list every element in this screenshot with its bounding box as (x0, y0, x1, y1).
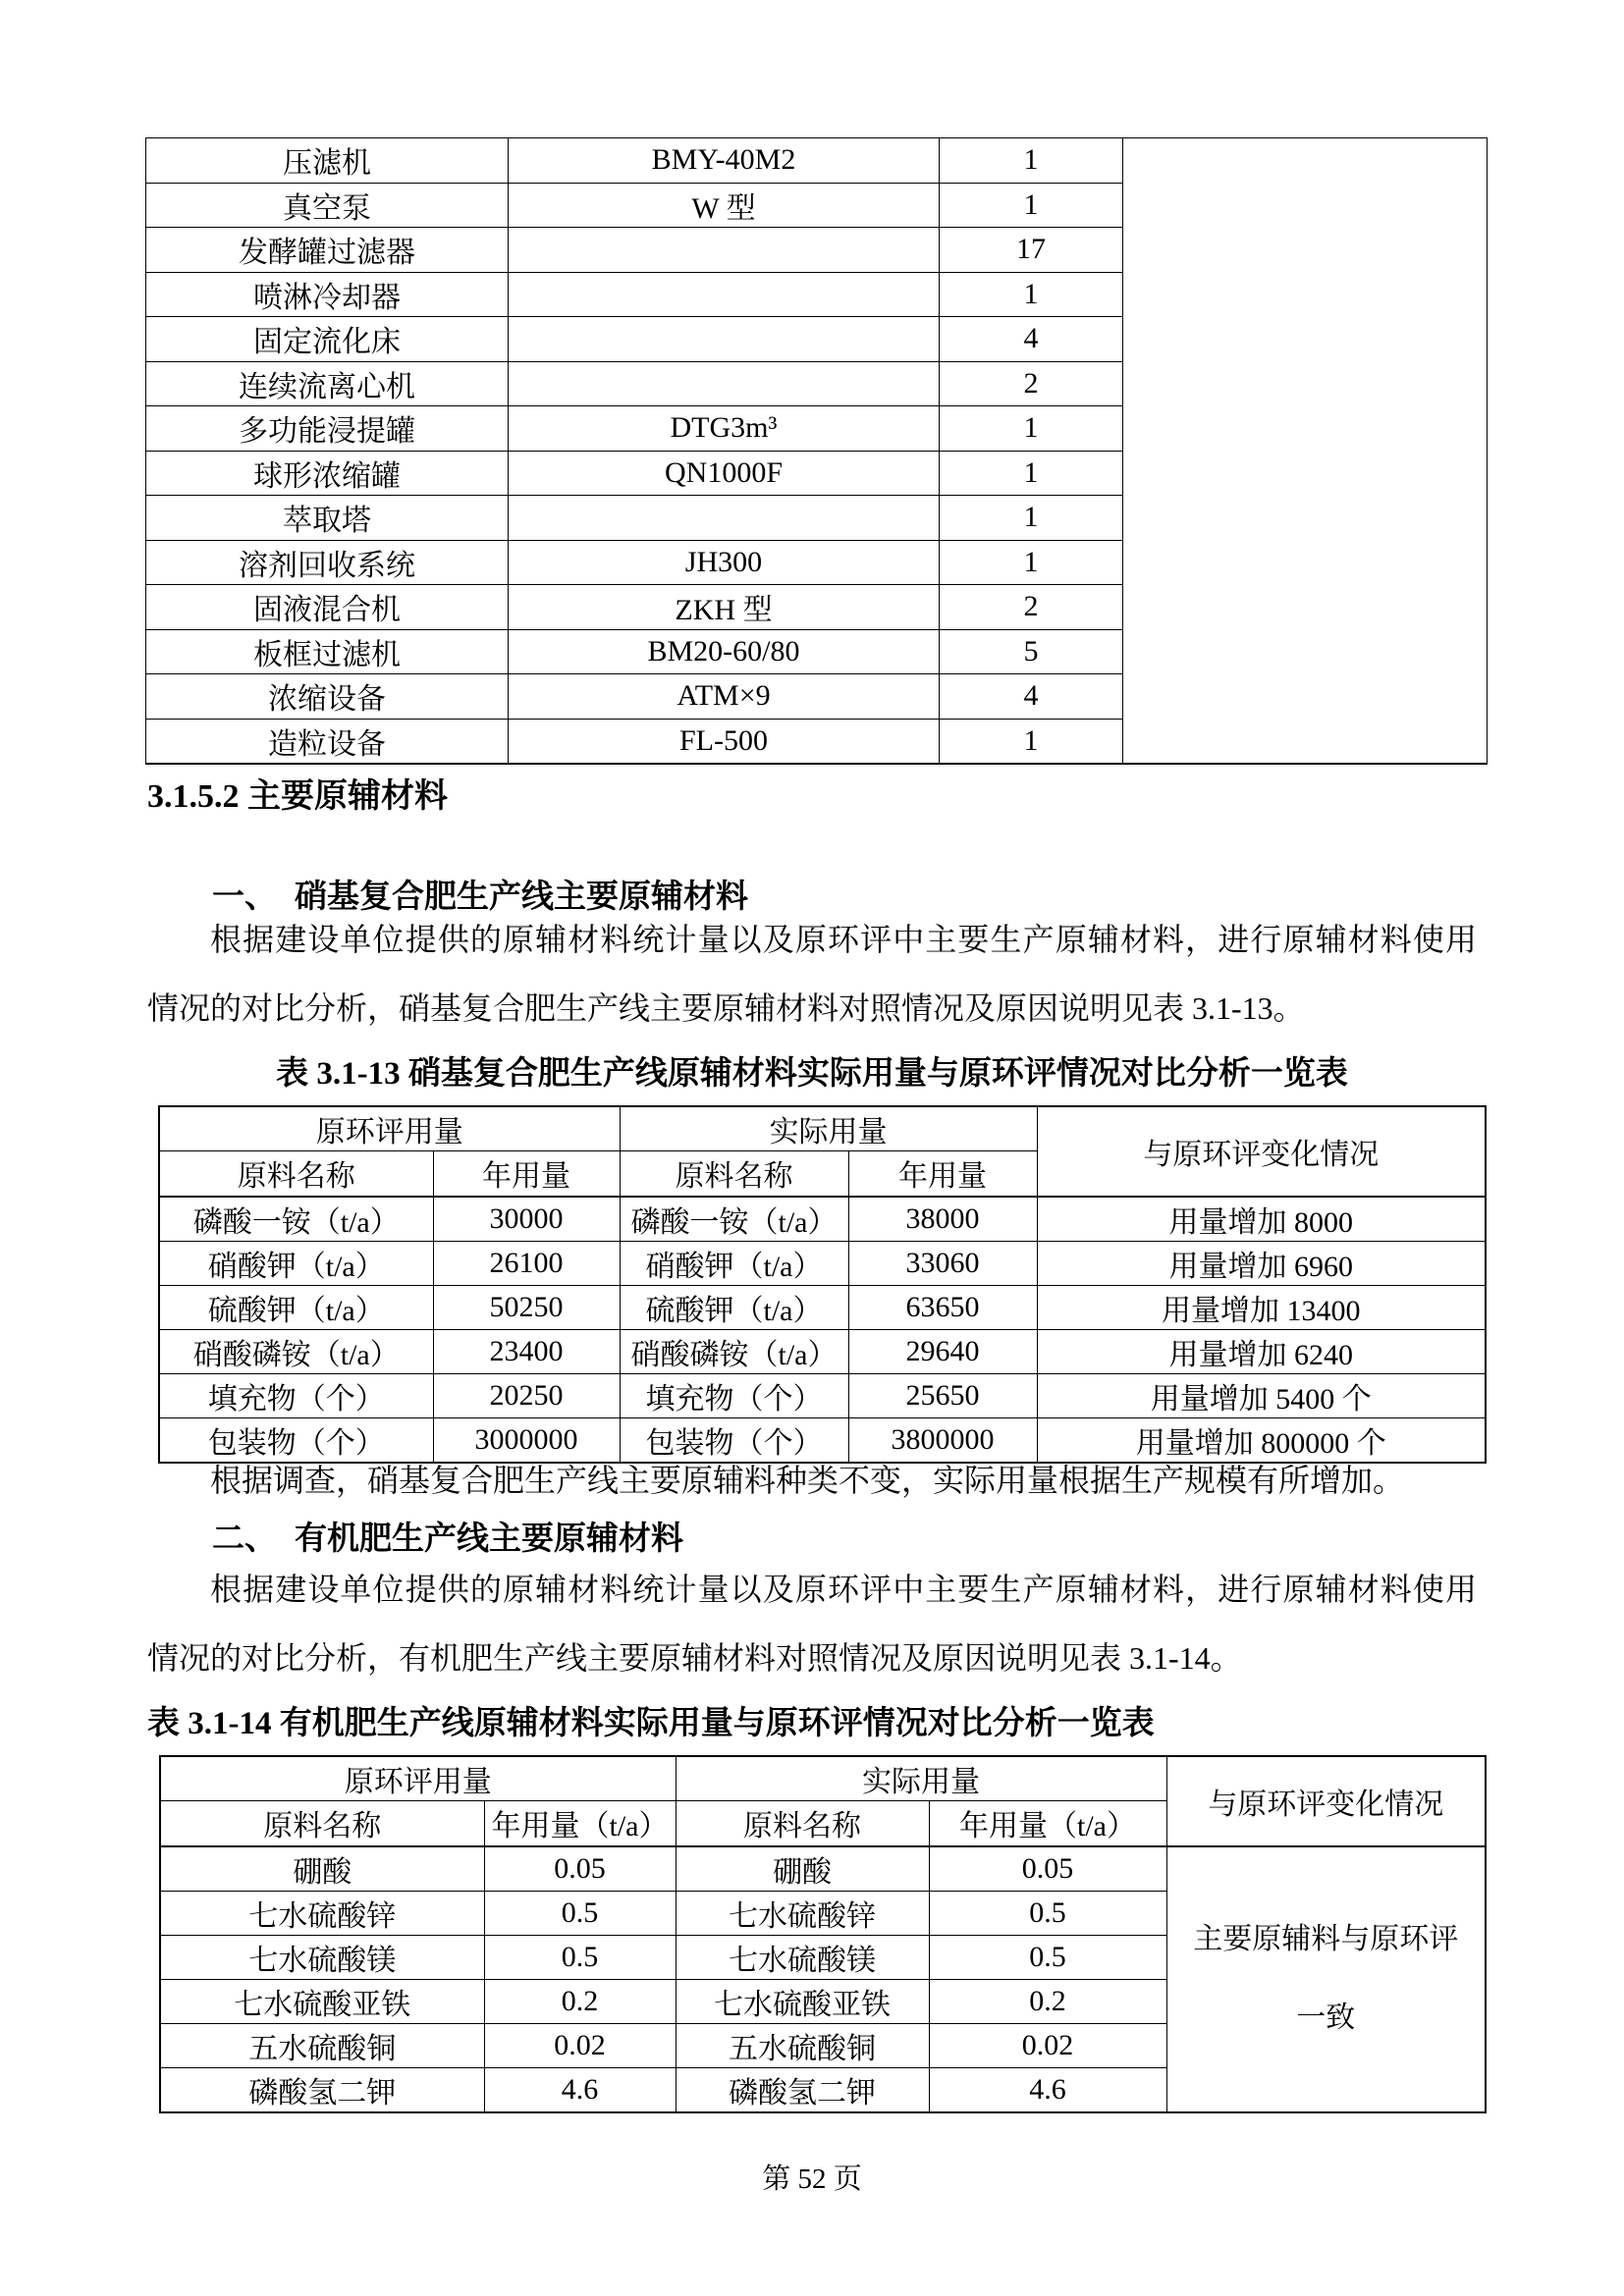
material-name: 硝酸磷铵（t/a） (159, 1329, 433, 1373)
material-name: 七水硫酸锌 (160, 1891, 484, 1935)
equipment-name: 固定流化床 (146, 317, 509, 362)
table-row (159, 1241, 1486, 1285)
table-row (159, 1197, 1486, 1242)
equipment-name: 板框过滤机 (146, 629, 509, 674)
annual-usage: 23400 (433, 1329, 620, 1373)
equipment-model: QN1000F (509, 451, 940, 496)
equipment-qty: 1 (940, 496, 1123, 541)
header-env-usage: 原环评用量 (160, 1756, 676, 1801)
annual-usage: 3000000 (433, 1417, 620, 1463)
header-annual-usage: 年用量 (433, 1151, 620, 1197)
material-name: 硝酸钾（t/a） (620, 1241, 848, 1285)
equipment-name: 浓缩设备 (146, 674, 509, 720)
equipment-name: 喷淋冷却器 (146, 272, 509, 317)
change-desc: 用量增加 5400 个 (1037, 1373, 1486, 1417)
annual-usage: 20250 (433, 1373, 620, 1417)
annual-usage: 4.6 (929, 2067, 1166, 2112)
equipment-model: BM20-60/80 (509, 629, 940, 674)
equipment-model (509, 228, 940, 273)
change-desc: 用量增加 6240 (1037, 1329, 1486, 1373)
change-desc-merged: 主要原辅料与原环评一致 (1166, 1846, 1486, 2112)
subsection-title: 硝基复合肥生产线主要原辅材料 (295, 880, 748, 915)
annual-usage: 50250 (433, 1285, 620, 1329)
equipment-qty: 1 (940, 540, 1123, 585)
header-row-groups (160, 1756, 1486, 1801)
header-row-groups (159, 1106, 1486, 1151)
equipment-model (509, 496, 940, 541)
paragraph-line: 情况的对比分析，硝基复合肥生产线主要原辅材料对照情况及原因说明见表 3.1-13。 (147, 990, 1305, 1026)
paragraph-note: 根据调查，硝基复合肥生产线主要原辅料种类不变，实际用量根据生产规模有所增加。 (210, 1463, 1405, 1498)
table-row (159, 1329, 1486, 1373)
header-annual-usage: 年用量（t/a） (484, 1801, 676, 1846)
material-name: 磷酸氢二钾 (676, 2067, 929, 2112)
material-name: 包装物（个） (620, 1417, 848, 1463)
header-annual-usage: 年用量（t/a） (929, 1801, 1166, 1846)
equipment-name: 溶剂回收系统 (146, 540, 509, 585)
subsection-number: 二、 (212, 1522, 277, 1557)
table-row (160, 1846, 1486, 1892)
equipment-model: DTG3m³ (509, 406, 940, 452)
material-name: 五水硫酸铜 (676, 2023, 929, 2067)
equipment-name: 造粒设备 (146, 719, 509, 764)
annual-usage: 26100 (433, 1241, 620, 1285)
equipment-qty: 4 (940, 317, 1123, 362)
material-name: 硫酸钾（t/a） (159, 1285, 433, 1329)
material-name: 磷酸氢二钾 (160, 2067, 484, 2112)
annual-usage: 29640 (848, 1329, 1037, 1373)
equipment-model: BMY-40M2 (509, 138, 940, 184)
comparison-table-3-1-13 (158, 1105, 1487, 1464)
equipment-model: W 型 (509, 183, 940, 228)
subsection-number: 一、 (212, 880, 277, 915)
material-name: 七水硫酸镁 (160, 1935, 484, 1979)
equipment-qty: 5 (940, 629, 1123, 674)
header-annual-usage: 年用量 (848, 1151, 1037, 1197)
paragraph-line: 情况的对比分析，有机肥生产线主要原辅材料对照情况及原因说明见表 3.1-14。 (147, 1640, 1242, 1676)
annual-usage: 4.6 (484, 2067, 676, 2112)
material-name: 磷酸一铵（t/a） (159, 1197, 433, 1242)
equipment-table (145, 137, 1488, 765)
annual-usage: 25650 (848, 1373, 1037, 1417)
material-name: 五水硫酸铜 (160, 2023, 484, 2067)
paragraph-1 (147, 905, 1477, 1042)
material-name: 硼酸 (160, 1846, 484, 1892)
paragraph-line: 根据建设单位提供的原辅材料统计量以及原环评中主要生产原辅材料，进行原辅材料使用 (210, 922, 1477, 957)
annual-usage: 38000 (848, 1197, 1037, 1242)
equipment-model: ATM×9 (509, 674, 940, 720)
table-row (146, 138, 1488, 184)
annual-usage: 63650 (848, 1285, 1037, 1329)
equipment-model: JH300 (509, 540, 940, 585)
equipment-model (509, 361, 940, 406)
table-row (159, 1373, 1486, 1417)
material-name: 硫酸钾（t/a） (620, 1285, 848, 1329)
equipment-qty: 1 (940, 451, 1123, 496)
annual-usage: 0.5 (929, 1935, 1166, 1979)
equipment-qty: 1 (940, 406, 1123, 452)
equipment-name: 固液混合机 (146, 585, 509, 630)
equipment-note-cell (1123, 138, 1488, 764)
material-name: 七水硫酸镁 (676, 1935, 929, 1979)
annual-usage: 0.05 (484, 1846, 676, 1892)
equipment-model (509, 317, 940, 362)
equipment-qty: 1 (940, 183, 1123, 228)
equipment-qty: 17 (940, 228, 1123, 273)
header-change: 与原环评变化情况 (1037, 1106, 1486, 1197)
annual-usage: 0.02 (929, 2023, 1166, 2067)
equipment-qty: 1 (940, 719, 1123, 764)
comparison-table-3-1-14 (159, 1755, 1487, 2113)
change-desc: 用量增加 800000 个 (1037, 1417, 1486, 1463)
header-material-name: 原料名称 (159, 1151, 433, 1197)
equipment-name: 压滤机 (146, 138, 509, 184)
equipment-model: FL-500 (509, 719, 940, 764)
equipment-name: 多功能浸提罐 (146, 406, 509, 452)
annual-usage: 0.02 (484, 2023, 676, 2067)
section-heading: 3.1.5.2 主要原辅材料 (147, 778, 448, 815)
material-name: 填充物（个） (159, 1373, 433, 1417)
change-desc: 用量增加 13400 (1037, 1285, 1486, 1329)
header-material-name: 原料名称 (620, 1151, 848, 1197)
header-change: 与原环评变化情况 (1166, 1756, 1486, 1846)
table-row (159, 1285, 1486, 1329)
material-name: 硼酸 (676, 1846, 929, 1892)
material-name: 填充物（个） (620, 1373, 848, 1417)
equipment-model (509, 272, 940, 317)
header-material-name: 原料名称 (160, 1801, 484, 1846)
header-actual-usage: 实际用量 (620, 1106, 1037, 1151)
header-env-usage: 原环评用量 (159, 1106, 620, 1151)
annual-usage: 0.5 (484, 1935, 676, 1979)
annual-usage: 0.5 (484, 1891, 676, 1935)
annual-usage: 0.2 (484, 1979, 676, 2023)
change-desc: 用量增加 8000 (1037, 1197, 1486, 1242)
header-actual-usage: 实际用量 (676, 1756, 1166, 1801)
equipment-name: 连续流离心机 (146, 361, 509, 406)
table14-caption: 表 3.1-14 有机肥生产线原辅材料实际用量与原环评情况对比分析一览表 (147, 1706, 1155, 1741)
material-name: 七水硫酸亚铁 (160, 1979, 484, 2023)
annual-usage: 30000 (433, 1197, 620, 1242)
table13-caption: 表 3.1-13 硝基复合肥生产线原辅材料实际用量与原环评情况对比分析一览表 (276, 1056, 1348, 1092)
annual-usage: 0.5 (929, 1891, 1166, 1935)
material-name: 七水硫酸锌 (676, 1891, 929, 1935)
equipment-model: ZKH 型 (509, 585, 940, 630)
subsection-title: 有机肥生产线主要原辅材料 (295, 1522, 683, 1557)
paragraph-2 (147, 1555, 1477, 1692)
header-material-name: 原料名称 (676, 1801, 929, 1846)
equipment-qty: 2 (940, 585, 1123, 630)
equipment-name: 萃取塔 (146, 496, 509, 541)
equipment-qty: 2 (940, 361, 1123, 406)
equipment-qty: 1 (940, 272, 1123, 317)
equipment-qty: 4 (940, 674, 1123, 720)
material-name: 磷酸一铵（t/a） (620, 1197, 848, 1242)
page-number: 第 52 页 (762, 2163, 862, 2195)
paragraph-line: 根据建设单位提供的原辅材料统计量以及原环评中主要生产原辅材料，进行原辅材料使用 (210, 1572, 1477, 1607)
annual-usage: 3800000 (848, 1417, 1037, 1463)
annual-usage: 33060 (848, 1241, 1037, 1285)
material-name: 包装物（个） (159, 1417, 433, 1463)
material-name: 硝酸磷铵（t/a） (620, 1329, 848, 1373)
annual-usage: 0.05 (929, 1846, 1166, 1892)
equipment-name: 真空泵 (146, 183, 509, 228)
change-desc: 用量增加 6960 (1037, 1241, 1486, 1285)
material-name: 七水硫酸亚铁 (676, 1979, 929, 2023)
material-name: 硝酸钾（t/a） (159, 1241, 433, 1285)
equipment-qty: 1 (940, 138, 1123, 184)
annual-usage: 0.2 (929, 1979, 1166, 2023)
equipment-name: 发酵罐过滤器 (146, 228, 509, 273)
equipment-name: 球形浓缩罐 (146, 451, 509, 496)
